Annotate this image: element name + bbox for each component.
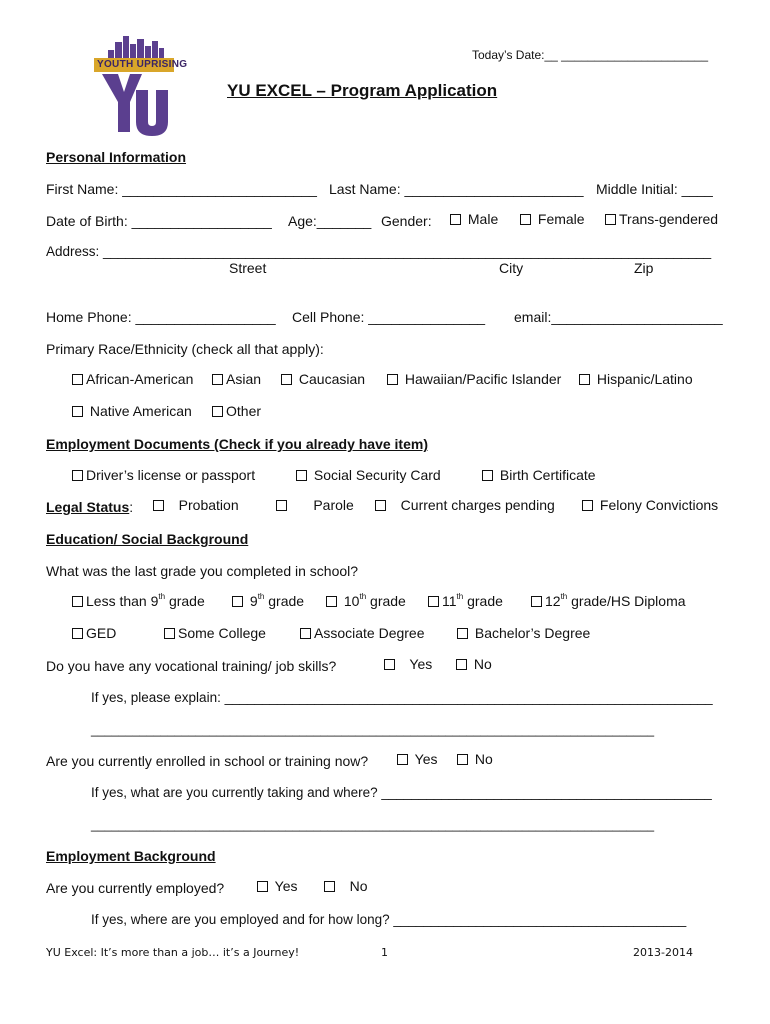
checkbox[interactable]: [482, 470, 493, 481]
footer-page-number: 1: [381, 946, 388, 959]
race-other[interactable]: Other: [212, 403, 261, 419]
doc-social-security[interactable]: Social Security Card: [296, 467, 441, 483]
checkbox[interactable]: [579, 374, 590, 385]
gender-male-checkbox[interactable]: Male: [450, 211, 498, 227]
checkbox[interactable]: [232, 596, 243, 607]
checkbox[interactable]: [326, 596, 337, 607]
age-field[interactable]: Age:_______: [288, 213, 372, 229]
explain-field[interactable]: If yes, please explain: _________________________________________________________________: [91, 690, 713, 705]
section-heading-employment-bg: Employment Background: [46, 848, 216, 864]
legal-felony[interactable]: Felony Convictions: [582, 497, 718, 513]
race-question: Primary Race/Ethnicity (check all that apply):: [46, 341, 324, 357]
gender-label: Gender:: [381, 213, 432, 229]
checkbox[interactable]: [164, 628, 175, 639]
enrolled-yes[interactable]: Yes: [397, 751, 437, 767]
grade-less-than-9[interactable]: Less than 9th grade: [72, 593, 205, 609]
checkbox[interactable]: [457, 628, 468, 639]
checkbox[interactable]: [457, 754, 468, 765]
checkbox[interactable]: [375, 500, 386, 511]
checkbox[interactable]: [212, 374, 223, 385]
first-name-field[interactable]: First Name: _________________________: [46, 181, 317, 197]
degree-some-college[interactable]: Some College: [164, 625, 266, 641]
checkbox[interactable]: [296, 470, 307, 481]
race-asian[interactable]: Asian: [212, 371, 261, 387]
logo-banner-text: YOUTH UPRISING: [97, 59, 188, 70]
degree-bachelors[interactable]: Bachelor’s Degree: [457, 625, 590, 641]
footer-year: 2013-2014: [633, 946, 693, 959]
gender-trans-checkbox[interactable]: Trans-gendered: [605, 211, 718, 227]
grade-question: What was the last grade you completed in school?: [46, 563, 359, 579]
address-city-label: City: [499, 260, 524, 276]
home-phone-field[interactable]: Home Phone: __________________: [46, 309, 276, 325]
checkbox[interactable]: [72, 628, 83, 639]
checkbox[interactable]: [324, 881, 335, 892]
race-native-american[interactable]: Native American: [72, 403, 192, 419]
taking-field[interactable]: If yes, what are you currently taking and where? ____________________________________________: [91, 785, 712, 800]
grade-10[interactable]: 10th grade: [326, 593, 406, 609]
checkbox[interactable]: [428, 596, 439, 607]
page-title: YU EXCEL – Program Application: [227, 81, 498, 100]
explain-line[interactable]: _________________________________________________________________________________: [91, 723, 655, 737]
checkbox[interactable]: [72, 596, 83, 607]
legal-parole[interactable]: Parole: [276, 497, 354, 513]
email-field[interactable]: email:______________________: [514, 309, 723, 325]
checkbox[interactable]: [531, 596, 542, 607]
race-caucasian[interactable]: Caucasian: [281, 371, 365, 387]
yu-logo: [90, 30, 188, 140]
employed-yes[interactable]: Yes: [257, 878, 297, 894]
checkbox[interactable]: [281, 374, 292, 385]
checkbox[interactable]: [605, 214, 616, 225]
checkbox[interactable]: [456, 659, 467, 670]
section-heading-personal: Personal Information: [46, 149, 187, 165]
todays-date[interactable]: Today’s Date:__ ______________________: [472, 48, 708, 62]
cell-phone-field[interactable]: Cell Phone: _______________: [292, 309, 486, 325]
checkbox[interactable]: [387, 374, 398, 385]
vocational-no[interactable]: No: [456, 656, 492, 672]
checkbox[interactable]: [520, 214, 531, 225]
grade-11[interactable]: 11th grade: [428, 593, 503, 609]
race-hispanic[interactable]: Hispanic/Latino: [579, 371, 693, 387]
checkbox[interactable]: [582, 500, 593, 511]
employed-where-field[interactable]: If yes, where are you employed and for how long? _______________________________________: [91, 912, 687, 927]
taking-line[interactable]: _________________________________________________________________________________: [91, 818, 655, 832]
address-zip-label: Zip: [634, 260, 654, 276]
checkbox[interactable]: [384, 659, 395, 670]
last-name-field[interactable]: Last Name: _______________________: [329, 181, 584, 197]
enrolled-question: Are you currently enrolled in school or training now?: [46, 753, 369, 769]
checkbox[interactable]: [397, 754, 408, 765]
checkbox[interactable]: [72, 374, 83, 385]
checkbox[interactable]: [257, 881, 268, 892]
address-field[interactable]: Address: _________________________________________________________________________________: [46, 244, 712, 259]
checkbox[interactable]: [72, 470, 83, 481]
checkbox[interactable]: [212, 406, 223, 417]
footer-tagline: YU Excel: It’s more than a job… it’s a Journey!: [46, 946, 300, 959]
vocational-yes[interactable]: Yes: [384, 656, 432, 672]
vocational-question: Do you have any vocational training/ job skills?: [46, 658, 337, 674]
section-heading-education: Education/ Social Background: [46, 531, 249, 547]
grade-12[interactable]: 12th grade/HS Diploma: [531, 593, 686, 609]
degree-associate[interactable]: Associate Degree: [300, 625, 425, 641]
grade-9[interactable]: 9th grade: [232, 593, 304, 609]
employed-question: Are you currently employed?: [46, 880, 225, 896]
gender-female-checkbox[interactable]: Female: [520, 211, 585, 227]
employed-no[interactable]: No: [324, 878, 368, 894]
address-street-label: Street: [229, 260, 267, 276]
checkbox[interactable]: [276, 500, 287, 511]
section-heading-employment-docs: Employment Documents (Check if you already have item): [46, 436, 428, 452]
doc-birth-certificate[interactable]: Birth Certificate: [482, 467, 596, 483]
legal-status-label: Legal Status:: [46, 499, 134, 515]
enrolled-no[interactable]: No: [457, 751, 493, 767]
checkbox[interactable]: [153, 500, 164, 511]
dob-field[interactable]: Date of Birth: __________________: [46, 213, 272, 229]
middle-initial-field[interactable]: Middle Initial: ____: [596, 181, 713, 197]
legal-current-charges[interactable]: Current charges pending: [375, 497, 555, 513]
race-african-american[interactable]: African-American: [72, 371, 193, 387]
doc-drivers-license[interactable]: Driver’s license or passport: [72, 467, 255, 483]
race-hawaiian[interactable]: Hawaiian/Pacific Islander: [387, 371, 561, 387]
checkbox[interactable]: [72, 406, 83, 417]
legal-probation[interactable]: Probation: [153, 497, 239, 513]
checkbox[interactable]: [300, 628, 311, 639]
degree-ged[interactable]: GED: [72, 625, 116, 641]
checkbox[interactable]: [450, 214, 461, 225]
